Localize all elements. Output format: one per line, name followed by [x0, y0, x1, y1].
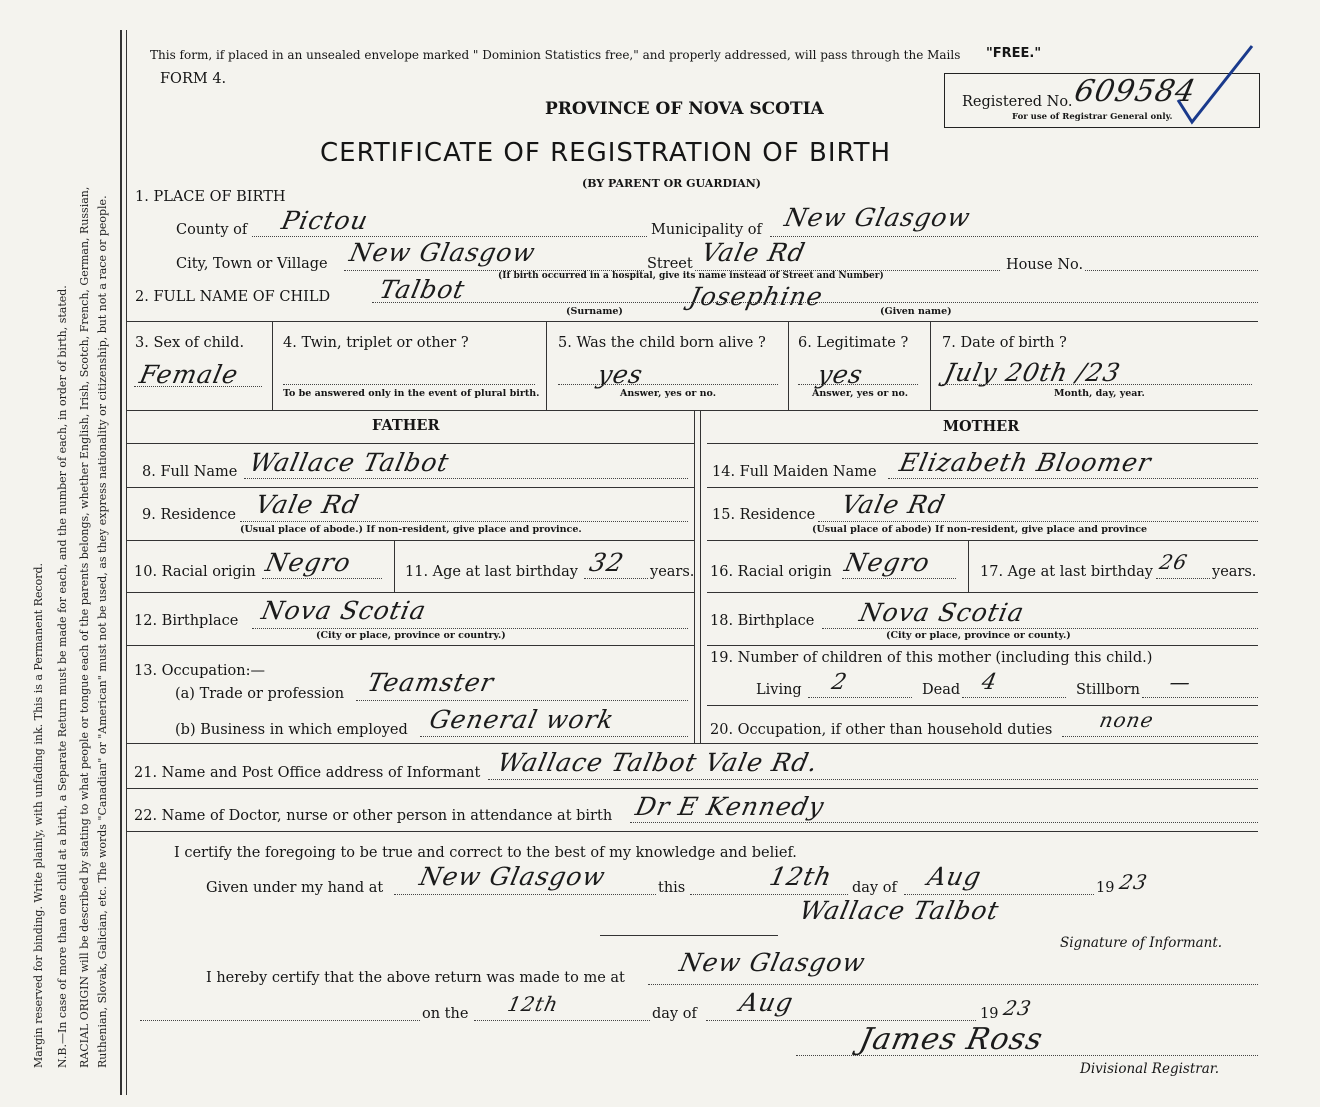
father-residence-line: [240, 521, 688, 522]
given-place-line: [394, 894, 656, 895]
child-surname: Talbot: [376, 275, 468, 304]
mother-race-label: 16. Racial origin: [710, 564, 832, 580]
street-label: Street: [647, 256, 693, 272]
father-occupation-label: 13. Occupation:—: [134, 663, 265, 679]
mother-living-line: [808, 697, 912, 698]
rule-father-3: [127, 592, 694, 593]
date-of-birth-note: Month, day, year.: [1054, 388, 1145, 399]
father-heading: FATHER: [372, 417, 440, 434]
father-race-line: [262, 578, 382, 579]
county-label: County of: [176, 222, 248, 238]
municipality-line: [770, 236, 1258, 237]
rule-father-1: [127, 487, 694, 488]
father-race-label: 10. Racial origin: [134, 564, 256, 580]
given-day-line: [690, 894, 848, 895]
return-year-prefix: 19: [980, 1006, 999, 1022]
hospital-note: (If birth occurred in a hospital, give its name instead of Street and Number): [498, 271, 884, 281]
mother-dead-value: 4: [979, 670, 1000, 695]
doctor-value: Dr E Kennedy: [632, 792, 828, 821]
date-of-birth-value: July 20th /23: [941, 358, 1124, 387]
father-age-label: 11. Age at last birthday: [405, 564, 578, 580]
registered-label: Registered No.: [962, 94, 1073, 110]
street-value: Vale Rd: [698, 238, 809, 267]
father-name-value: Wallace Talbot: [246, 448, 452, 477]
born-alive-value: yes: [594, 360, 646, 389]
registrar-signature: James Ross: [856, 1022, 1047, 1057]
father-birthplace-line: [252, 628, 688, 629]
signature-of-informant-label: Signature of Informant.: [1060, 935, 1223, 951]
mother-children-label: 19. Number of children of this mother (including this child.): [710, 650, 1153, 666]
mother-birthplace-value: Nova Scotia: [856, 598, 1028, 627]
municipality-value: New Glasgow: [781, 203, 974, 232]
certify-statement: I certify the foregoing to be true and correct to the best of my knowledge and belief.: [174, 845, 797, 861]
given-name-note: (Given name): [880, 306, 952, 317]
return-month-line: [706, 1020, 976, 1021]
rule-row3-top: [127, 321, 1258, 322]
child-given-name: Josephine: [686, 282, 826, 311]
father-trade-value: Teamster: [364, 668, 497, 697]
sex-value: Female: [136, 360, 242, 389]
county-line: [252, 236, 647, 237]
mother-birthplace-label: 18. Birthplace: [710, 613, 815, 629]
rule-mother-head: [707, 443, 1258, 444]
return-made-label: I hereby certify that the above return was made to me at: [206, 970, 625, 986]
return-month-value: Aug: [736, 988, 797, 1017]
sex-label: 3. Sex of child.: [135, 335, 245, 351]
mother-living-label: Living: [756, 682, 802, 698]
father-residence-value: Vale Rd: [252, 490, 363, 519]
child-name-line: [372, 302, 1258, 303]
father-business-value: General work: [426, 705, 618, 734]
margin-rule-inner: [126, 30, 127, 1095]
father-residence-note: (Usual place of abode.) If non-resident, give place and province.: [240, 524, 582, 535]
rule-mother-4: [707, 645, 1258, 646]
mother-stillborn-value: —: [1167, 670, 1194, 694]
legitimate-value: yes: [814, 360, 866, 389]
rule-mother-5: [707, 705, 1258, 706]
rule-father-age-divider: [394, 540, 395, 592]
father-trade-label: (a) Trade or profession: [175, 686, 345, 702]
rule-v4: [930, 321, 931, 410]
margin-note-binding: Margin reserved for binding. Write plainly, with unfading ink. This is a Permanent Record.: [32, 562, 45, 1068]
given-month-line: [904, 894, 1094, 895]
mother-residence-label: 15. Residence: [712, 507, 816, 523]
registrar-use-note: For use of Registrar General only.: [1012, 112, 1173, 122]
rule-father-head: [127, 443, 694, 444]
mother-name-value: Elizabeth Bloomer: [896, 448, 1155, 477]
mother-age-label: 17. Age at last birthday: [980, 564, 1153, 580]
return-place-line: [648, 984, 1258, 985]
informant-value: Wallace Talbot Vale Rd.: [494, 748, 822, 777]
page-subtitle: (BY PARENT OR GUARDIAN): [582, 177, 761, 190]
mother-dead-line: [962, 697, 1066, 698]
city-label: City, Town or Village: [176, 256, 328, 272]
place-of-birth-label: 1. PLACE OF BIRTH: [135, 189, 286, 205]
mother-race-value: Negro: [841, 548, 933, 577]
legitimate-label: 6. Legitimate ?: [798, 335, 909, 351]
registrar-line: [796, 1055, 1258, 1056]
twin-line: [283, 384, 535, 385]
rule-mother-1: [707, 487, 1258, 488]
rule-after-informant: [127, 788, 1258, 789]
mother-birthplace-note: (City or place, province or county.): [886, 630, 1071, 641]
mother-occupation-value: none: [1097, 708, 1157, 732]
given-month-value: Aug: [924, 862, 985, 891]
given-day-value: 12th: [766, 862, 836, 891]
mother-years-label: years.: [1212, 564, 1257, 580]
form-number: FORM 4.: [160, 71, 227, 87]
margin-note-racial-origin-2: Ruthenian, Slovak, Galician, etc. The words "Canadian" or "American" must not be used, as they express nationality or citizenship, but not a race or people.: [96, 195, 109, 1068]
city-value: New Glasgow: [346, 238, 539, 267]
check-mark-icon: [1170, 40, 1260, 130]
registered-number: 609584: [1071, 74, 1200, 109]
father-race-value: Negro: [262, 548, 354, 577]
rule-v3: [788, 321, 789, 410]
doctor-line: [630, 822, 1258, 823]
mother-birthplace-line: [822, 628, 1258, 629]
mail-free: "FREE.": [986, 46, 1042, 61]
rule-after-parents: [127, 743, 1258, 744]
father-business-line: [420, 736, 688, 737]
rule-mother-2: [707, 540, 1258, 541]
return-place-value: New Glasgow: [676, 948, 869, 977]
mother-occupation-line: [1062, 736, 1258, 737]
return-day-value: 12th: [505, 992, 561, 1016]
child-name-label: 2. FULL NAME OF CHILD: [135, 289, 331, 305]
this-label: this: [658, 880, 686, 896]
father-name-label: 8. Full Name: [142, 464, 238, 480]
rule-row3-bottom: [127, 410, 1258, 411]
mother-age-value: 26: [1157, 550, 1191, 574]
father-birthplace-label: 12. Birthplace: [134, 613, 239, 629]
father-name-line: [244, 478, 688, 479]
margin-note-racial-origin-1: RACIAL ORIGIN will be described by stating to what people or tongue each of the parents belongs, whether English, Irish, Scotch, French, German, Russian,: [78, 186, 91, 1068]
divisional-registrar-label: Divisional Registrar.: [1080, 1061, 1220, 1077]
mother-race-line: [842, 578, 956, 579]
page-title: CERTIFICATE OF REGISTRATION OF BIRTH: [320, 138, 892, 168]
house-number-label: House No.: [1006, 257, 1084, 273]
province-heading: PROVINCE OF NOVA SCOTIA: [545, 99, 824, 119]
on-the-label: on the: [422, 1006, 469, 1022]
mother-stillborn-label: Stillborn: [1076, 682, 1140, 698]
given-place-value: New Glasgow: [416, 862, 609, 891]
given-year-value: 23: [1117, 870, 1151, 894]
father-business-label: (b) Business in which employed: [175, 722, 408, 738]
mother-dead-label: Dead: [922, 682, 961, 698]
rule-father-2: [127, 540, 694, 541]
mail-notice: This form, if placed in an unsealed envelope marked " Dominion Statistics free," and properly addressed, will pass through the Mails: [150, 48, 961, 62]
father-years-label: years.: [650, 564, 695, 580]
twin-label: 4. Twin, triplet or other ?: [283, 335, 469, 351]
father-birthplace-note: (City or place, province or country.): [316, 630, 506, 641]
date-of-birth-label: 7. Date of birth ?: [942, 335, 1067, 351]
informant-signature: Wallace Talbot: [796, 896, 1002, 925]
mother-heading: MOTHER: [943, 418, 1020, 435]
rule-father-4: [127, 645, 694, 646]
mother-name-label: 14. Full Maiden Name: [712, 464, 877, 480]
year-prefix: 19: [1096, 880, 1115, 896]
doctor-label: 22. Name of Doctor, nurse or other person in attendance at birth: [134, 808, 613, 824]
given-under-hand-label: Given under my hand at: [206, 880, 384, 896]
rule-parents-divider-2: [700, 410, 701, 743]
municipality-label: Municipality of: [651, 222, 762, 238]
father-age-value: 32: [586, 548, 627, 577]
legitimate-note: Answer, yes or no.: [812, 388, 909, 399]
mother-stillborn-line: [1142, 697, 1258, 698]
mother-residence-note: (Usual place of abode) If non-resident, give place and province: [812, 524, 1148, 535]
date-of-birth-line: [942, 384, 1252, 385]
informant-label: 21. Name and Post Office address of Informant: [134, 765, 481, 781]
mother-occupation-label: 20. Occupation, if other than household duties: [710, 722, 1053, 738]
return-day-line: [474, 1020, 650, 1021]
day-of-label: day of: [852, 880, 897, 896]
county-value: Pictou: [278, 206, 372, 235]
father-residence-label: 9. Residence: [142, 507, 236, 523]
rule-v1: [272, 321, 273, 410]
signature-rule: [600, 935, 778, 936]
twin-note: To be answered only in the event of plural birth.: [283, 388, 540, 399]
return-year-value: 23: [1001, 996, 1035, 1020]
father-birthplace-value: Nova Scotia: [258, 596, 430, 625]
mother-living-value: 2: [829, 670, 850, 695]
margin-rule-outer: [120, 30, 122, 1095]
surname-note: (Surname): [566, 306, 623, 317]
sex-line: [134, 386, 262, 387]
margin-note-multiple-births: N.B.—In case of more than one child at a birth, a Separate Return must be made for each, and the number of each, in order of birth, stated.: [56, 285, 69, 1068]
mother-residence-value: Vale Rd: [838, 490, 949, 519]
informant-line: [488, 779, 1258, 780]
mother-age-line: [1156, 578, 1210, 579]
rule-v2: [546, 321, 547, 410]
born-alive-line: [558, 384, 778, 385]
rule-mother-3: [707, 592, 1258, 593]
legitimate-line: [798, 384, 918, 385]
father-age-line: [584, 578, 648, 579]
mother-residence-line: [818, 521, 1258, 522]
born-alive-note: Answer, yes or no.: [620, 388, 717, 399]
rule-after-doctor: [127, 831, 1258, 832]
return-lead-line: [140, 1020, 420, 1021]
mother-name-line: [888, 478, 1258, 479]
return-day-of-label: day of: [652, 1006, 697, 1022]
born-alive-label: 5. Was the child born alive ?: [558, 335, 766, 351]
father-trade-line: [356, 700, 688, 701]
rule-mother-age-divider: [968, 540, 969, 592]
house-number-line: [1085, 270, 1258, 271]
